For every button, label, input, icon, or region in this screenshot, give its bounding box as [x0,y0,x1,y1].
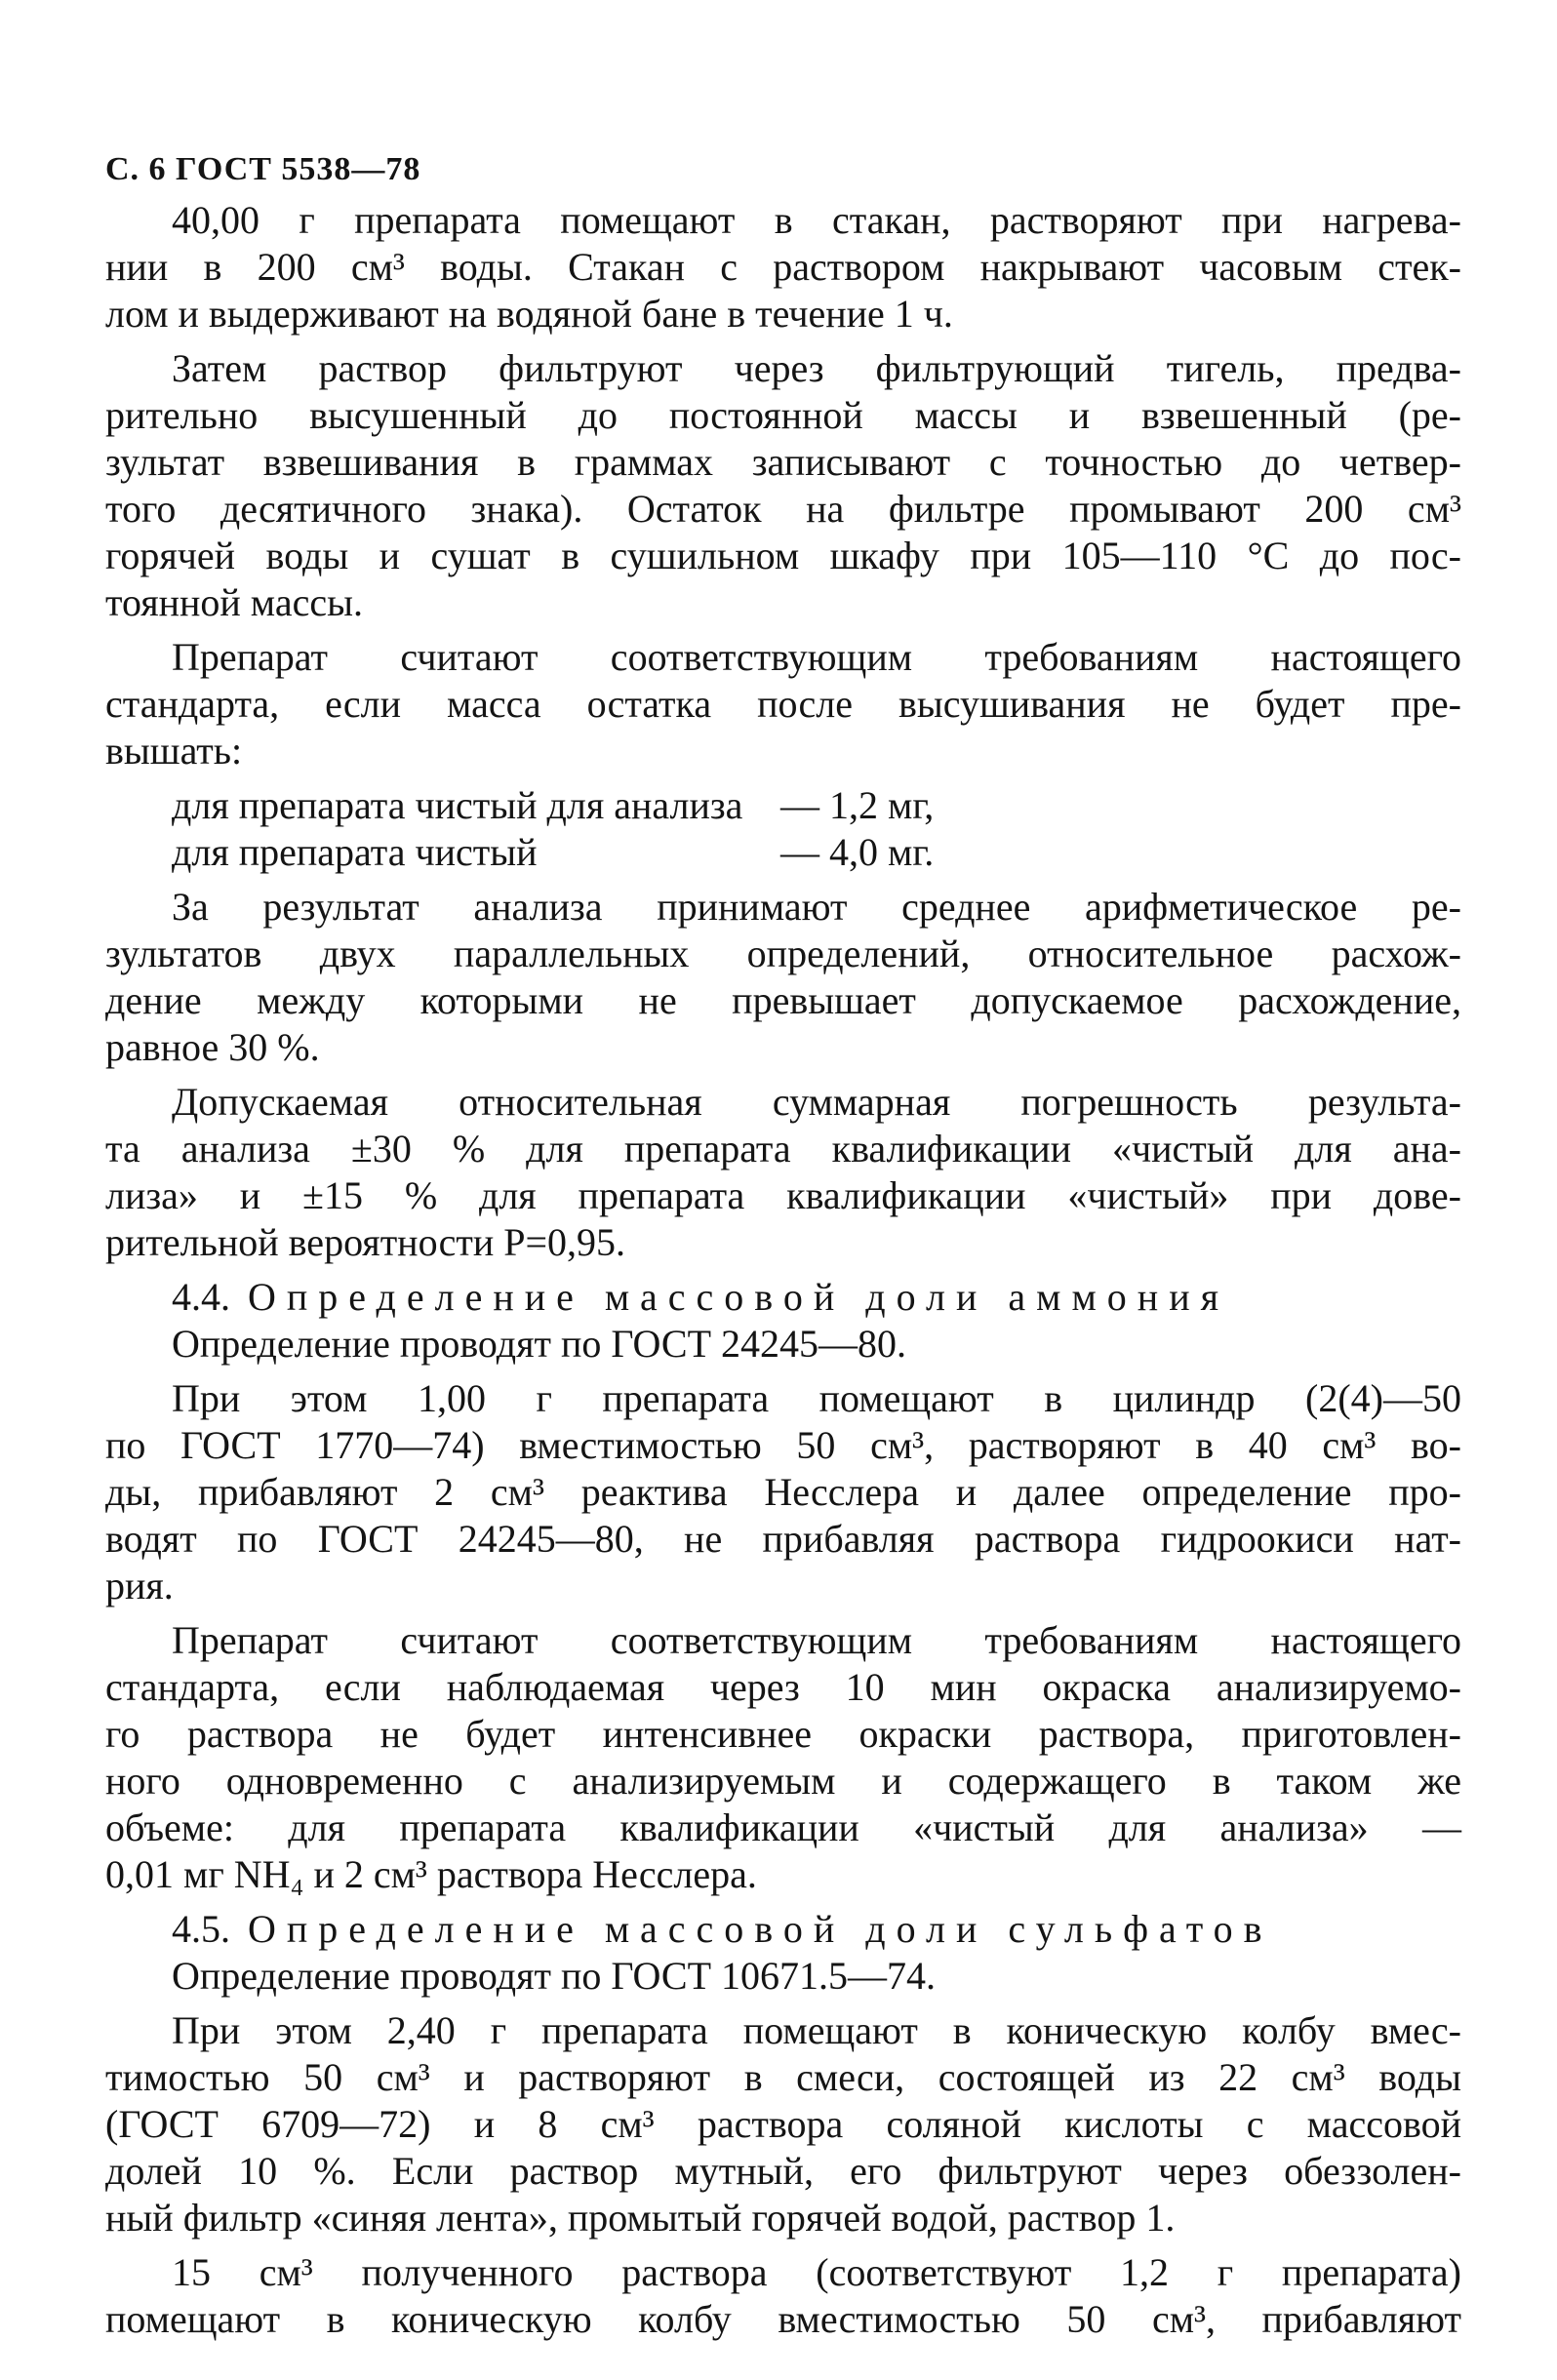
section-number: 4.4. [172,1274,230,1319]
text-line: та анализа ±30 % для препарата квалификации «чистый для ана- [105,1126,1461,1170]
section-heading-4-5 [172,1906,1461,1953]
page-header: С. 6 ГОСТ 5538—78 [105,151,421,187]
text-line: помещают в коническую колбу вместимостью 50 см³, прибавляют [105,2296,1461,2341]
list-item-value: — 1,2 мг, [780,782,935,827]
paragraph-9 [105,1953,1461,2000]
text-line: лом и выдерживают на водяной бане в течение 1 ч. [105,291,953,336]
text-line: При этом 1,00 г препарата помещают в цилиндр (2(4)—50 [172,1375,1461,1420]
text-line: зультатов двух параллельных определений, относительное расхож- [105,931,1461,975]
paragraph-11 [105,2249,1461,2343]
text-line: горячей воды и сушат в сушильном шкафу при 105—110 °С до пос- [105,533,1461,577]
section-title: Определение массовой доли аммония [248,1274,1230,1319]
text-line: Препарат считают соответствующим требованиям настоящего [172,634,1461,679]
text-line: того десятичного знака). Остаток на фильтре промывают 200 см³ [105,486,1461,531]
text-line: долей 10 %. Если раствор мутный, его фильтруют через обеззолен- [105,2148,1461,2193]
text-line: стандарта, если наблюдаемая через 10 мин окраска анализируемо- [105,1664,1461,1709]
text-line: зультат взвешивания в граммах записывают с точностью до четвер- [105,439,1461,484]
text-line: 0,01 мг NH₄ и 2 см³ раствора Несслера. [105,1851,757,1896]
text-line: лиза» и ±15 % для препарата квалификации «чистый» при дове- [105,1172,1461,1217]
text-line: равное 30 %. [105,1024,320,1069]
text-line: ды, прибавляют 2 см³ реактива Несслера и далее определение про- [105,1469,1461,1514]
text-line: нии в 200 см³ воды. Стакан с раствором накрывают часовым стек- [105,244,1461,289]
text-line: ный фильтр «синяя лента», промытый горячей водой, раствор 1. [105,2195,1176,2240]
text-line: го раствора не будет интенсивнее окраски раствора, приготовлен- [105,1711,1461,1756]
text-line: водят по ГОСТ 24245—80, не прибавляя раствора гидроокиси нат- [105,1516,1461,1561]
text-line: рительно высушенный до постоянной массы и взвешенный (ре- [105,392,1461,437]
text-line: (ГОСТ 6709—72) и 8 см³ раствора соляной кислоты с массовой [105,2101,1461,2146]
text-line: При этом 2,40 г препарата помещают в коническую колбу вмес- [172,2007,1461,2052]
text-line: тоянной массы. [105,579,363,624]
text-line: тимостью 50 см³ и растворяют в смеси, состоящей из 22 см³ воды [105,2054,1461,2099]
text-line: объеме: для препарата квалификации «чистый для анализа» — [105,1805,1461,1849]
paragraph-3 [105,634,1461,774]
text-line: Определение проводят по ГОСТ 10671.5—74. [172,1953,937,1998]
text-line: рительной вероятности P=0,95. [105,1219,626,1264]
list-item-value: — 4,0 мг. [780,829,935,874]
text-line: За результат анализа принимают среднее арифметическое ре- [172,884,1461,929]
paragraph-4 [105,884,1461,1071]
paragraph-10 [105,2007,1461,2241]
text-line: ного одновременно с анализируемым и содержащего в таком же [105,1758,1461,1803]
paragraph-1 [105,197,1461,337]
text-line: вышать: [105,728,243,773]
limits-list [105,782,1461,876]
text-line: 15 см³ полученного раствора (соответствуют 1,2 г препарата) [172,2249,1461,2294]
list-item [172,829,1461,876]
text-line: 40,00 г препарата помещают в стакан, растворяют при нагрева- [172,197,1461,242]
list-item-label: для препарата чистый [172,829,538,874]
section-heading-4-4 [172,1274,1461,1321]
document-page [105,146,1461,2351]
list-item [172,782,1461,829]
text-line: Определение проводят по ГОСТ 24245—80. [172,1321,907,1366]
text-line: по ГОСТ 1770—74) вместимостью 50 см³, растворяют в 40 см³ во- [105,1422,1461,1467]
text-line: рия. [105,1563,174,1607]
section-number: 4.5. [172,1906,230,1951]
section-title: Определение массовой доли сульфатов [248,1906,1273,1951]
text-line: Препарат считают соответствующим требованиям настоящего [172,1617,1461,1662]
paragraph-6 [105,1321,1461,1368]
text-line: Затем раствор фильтруют через фильтрующий тигель, предва- [172,345,1461,390]
paragraph-7 [105,1375,1461,1609]
paragraph-8 [105,1617,1461,1898]
text-line: стандарта, если масса остатка после высушивания не будет пре- [105,681,1461,726]
text-line: дение между которыми не превышает допускаемое расхождение, [105,977,1461,1022]
list-item-label: для препарата чистый для анализа [172,782,743,827]
paragraph-5 [105,1079,1461,1266]
text-line: Допускаемая относительная суммарная погрешность результа- [172,1079,1461,1124]
paragraph-2 [105,345,1461,626]
